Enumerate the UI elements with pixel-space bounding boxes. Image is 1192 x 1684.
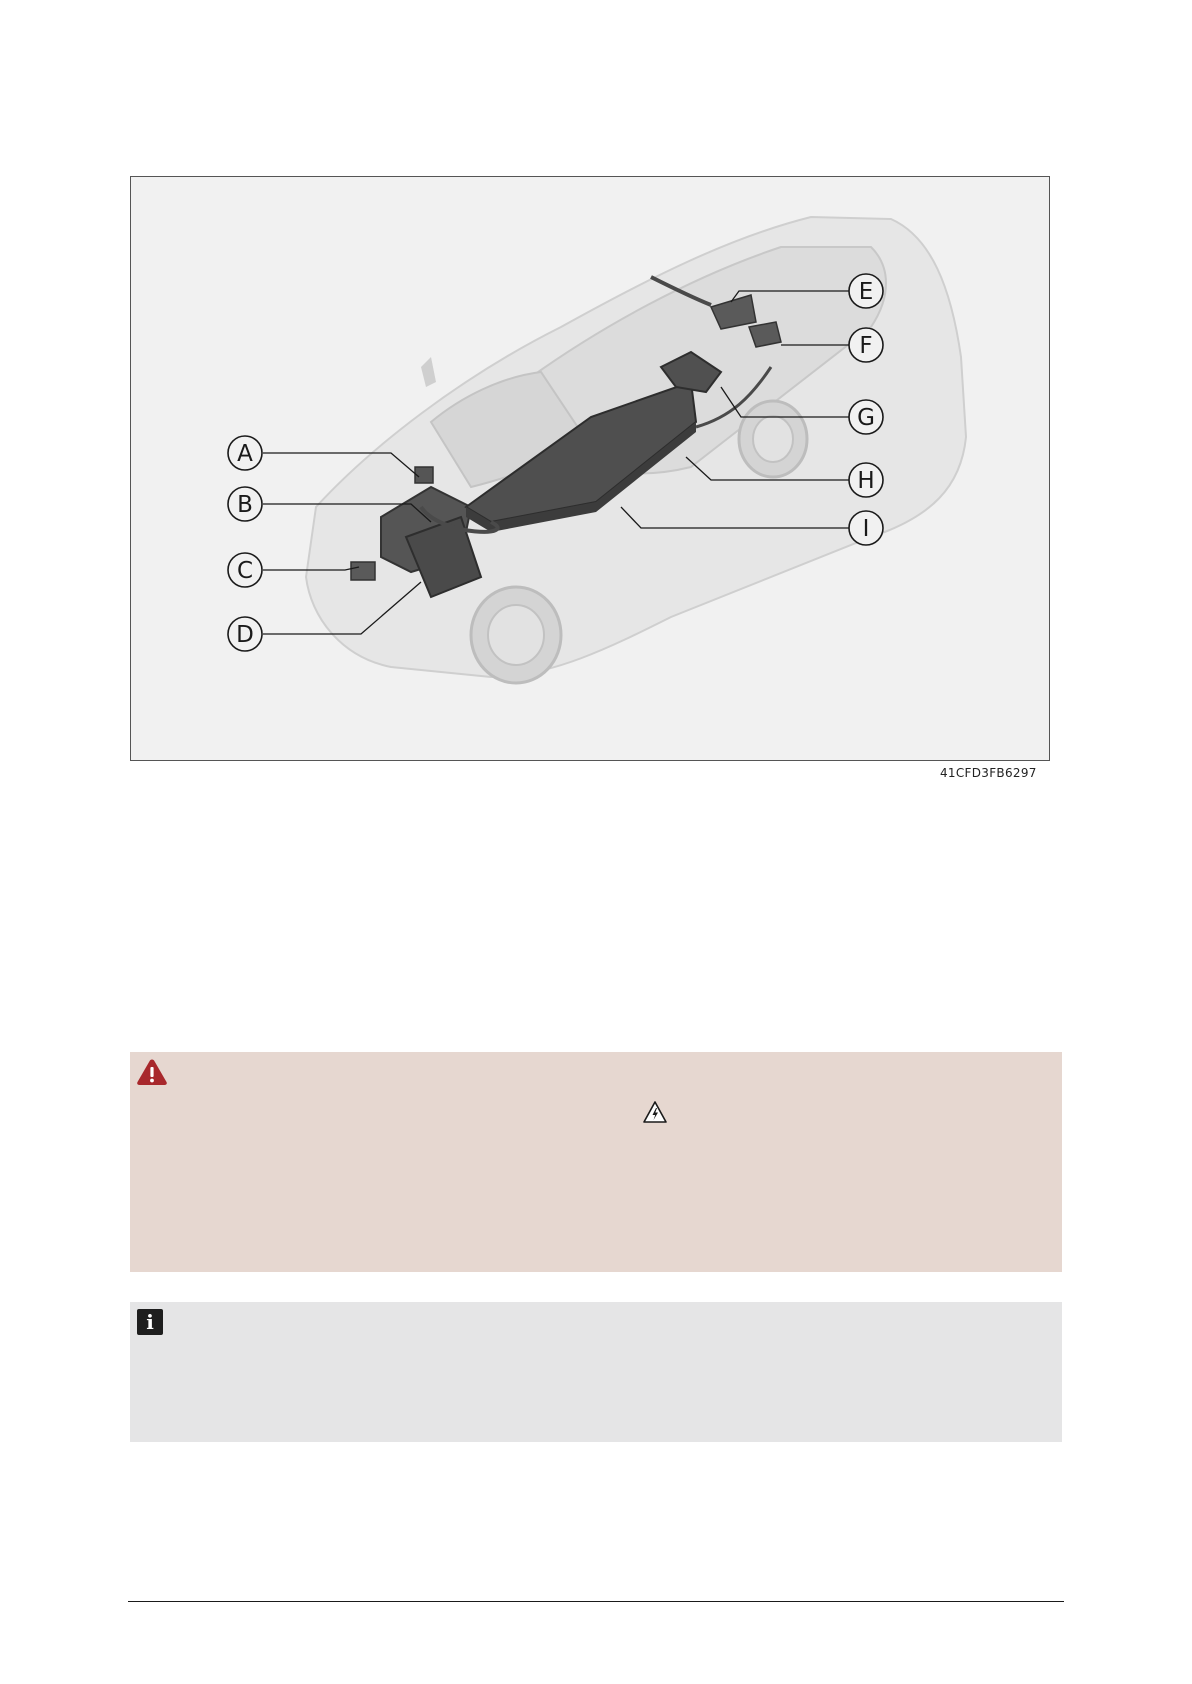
callout-i [849, 511, 883, 545]
footer-divider [128, 1601, 1064, 1602]
callout-d [228, 617, 262, 651]
info-icon: i [137, 1309, 163, 1335]
callout-h [849, 463, 883, 497]
callout-b [228, 487, 262, 521]
callout-g [849, 400, 883, 434]
svg-text:E: E [858, 279, 874, 305]
high-voltage-icon [642, 1100, 668, 1124]
svg-text:G: G [857, 405, 875, 431]
svg-text:I: I [862, 516, 870, 542]
component-location-figure [130, 176, 1050, 761]
svg-text:F: F [859, 333, 873, 359]
callout-a [228, 436, 262, 470]
svg-text:B: B [237, 492, 253, 518]
callout-f [849, 328, 883, 362]
info-box [130, 1302, 1062, 1442]
svg-text:A: A [237, 441, 253, 467]
figure-image-id: 41CFD3FB6297 [940, 766, 1037, 780]
callout-e [849, 274, 883, 308]
svg-text:C: C [236, 558, 254, 584]
svg-text:H: H [857, 468, 875, 494]
warning-triangle-icon [136, 1058, 168, 1086]
warning-box [130, 1052, 1062, 1272]
svg-text:D: D [236, 622, 254, 648]
callout-c [228, 553, 262, 587]
